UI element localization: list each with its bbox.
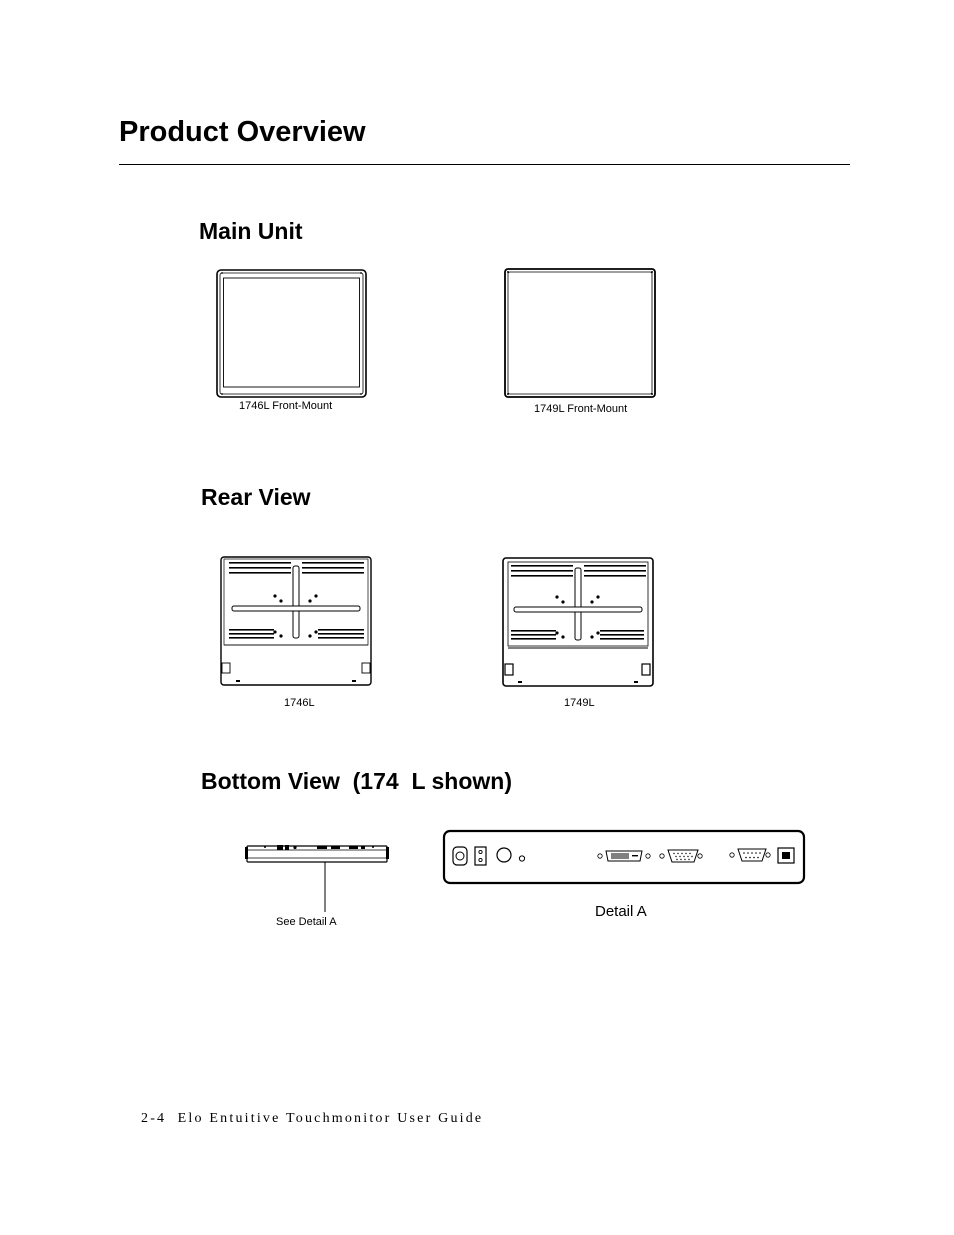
main-unit-heading: Main Unit [199,218,303,244]
monitor-1746l-front-illustration [216,269,367,398]
bottom-view-heading: Bottom View (174 L shown) [201,768,512,794]
detail-a-connector-panel [442,829,806,885]
monitor-bottom-illustration [245,838,390,913]
monitor-1749l-rear-illustration [502,557,654,687]
caption-1746l-rear: 1746L [284,697,315,709]
title-rule [119,164,850,165]
monitor-1746l-rear-illustration [220,556,372,686]
caption-1749l-front: 1749L Front-Mount [534,403,628,415]
monitor-1749l-front-illustration [504,268,656,398]
see-detail-a-callout: See Detail A [276,916,337,928]
page-footer: 2-4 Elo Entuitive Touchmonitor User Guide [141,1111,484,1126]
caption-1749l-rear: 1749L [564,697,595,709]
detail-a-label: Detail A [595,903,647,920]
caption-1746l-front: 1746L Front-Mount [239,400,333,412]
rear-view-heading: Rear View [201,484,311,510]
page-title: Product Overview [119,116,366,148]
